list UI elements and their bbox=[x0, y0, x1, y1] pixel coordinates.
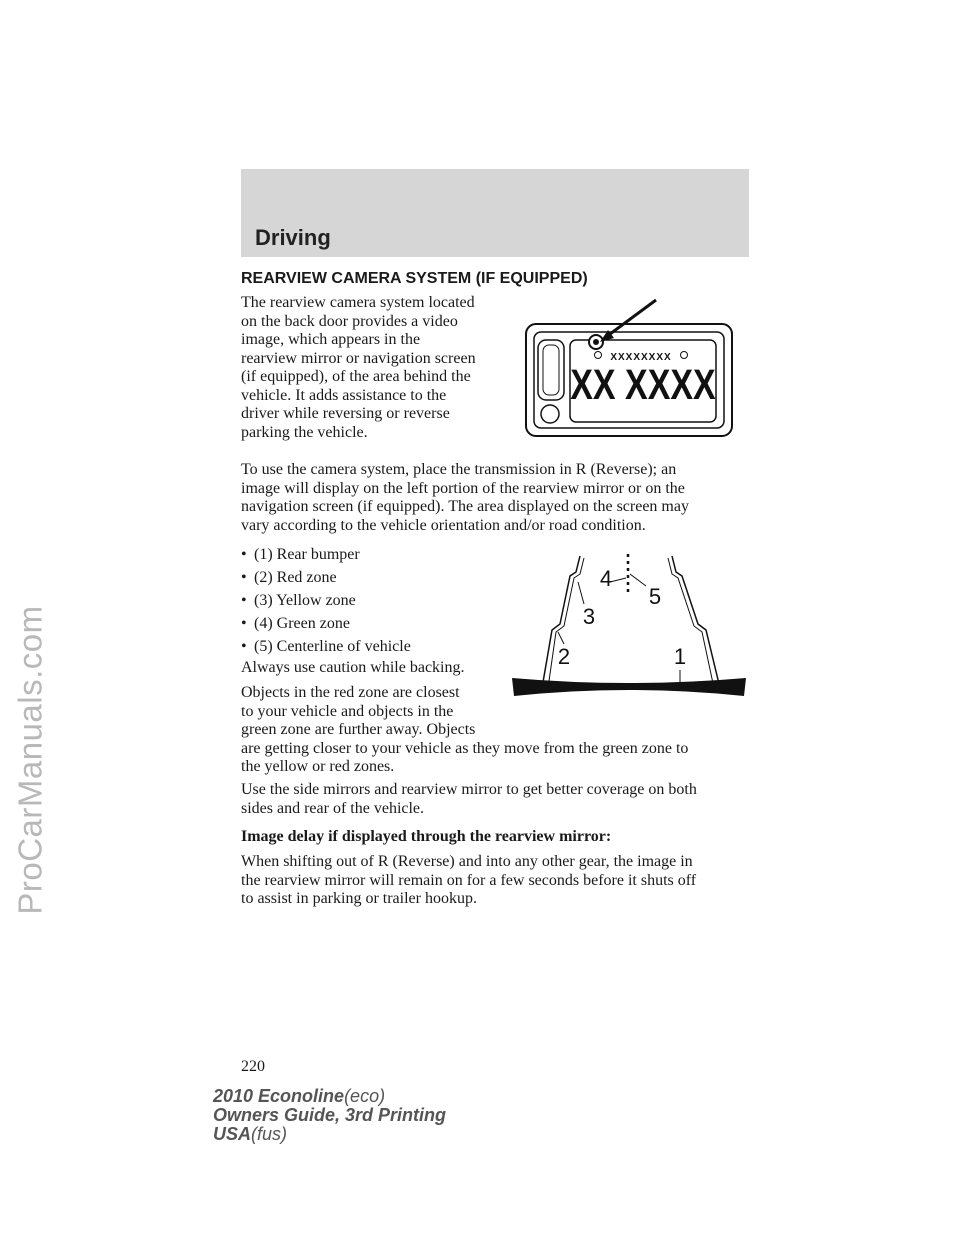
page-heading: REARVIEW CAMERA SYSTEM (IF EQUIPPED) bbox=[241, 270, 588, 287]
zone-label-3: 3 bbox=[582, 604, 596, 629]
delay-paragraph bbox=[241, 853, 696, 909]
objects-line: to your vehicle and objects in the bbox=[241, 702, 454, 720]
footer-region: USA bbox=[213, 1124, 252, 1144]
camera-location-figure bbox=[520, 298, 740, 440]
intro-line: vehicle. It adds assistance to the bbox=[241, 386, 447, 404]
plate-number: XX XXXX bbox=[570, 361, 716, 410]
intro-line: (if equipped), of the area behind the bbox=[241, 368, 471, 385]
usage-line: To use the camera system, place the transmission in R (Reverse); an bbox=[241, 461, 677, 478]
intro-line: driver while reversing or reverse bbox=[241, 405, 450, 422]
zone-label-2: 2 bbox=[557, 644, 571, 669]
objects-line: Objects in the red zone are closest bbox=[241, 684, 460, 701]
zone-list bbox=[241, 546, 411, 661]
zone-item: • (4) Green zone bbox=[241, 615, 411, 633]
delay-line: to assist in parking or trailer hookup. bbox=[241, 890, 477, 907]
zone-item: • (1) Rear bumper bbox=[241, 546, 411, 564]
usage-line: vary according to the vehicle orientation and/or road condition. bbox=[241, 516, 646, 534]
mirrors-paragraph bbox=[241, 781, 697, 818]
intro-paragraph bbox=[241, 294, 476, 442]
footer bbox=[213, 1087, 446, 1144]
section-header bbox=[241, 169, 749, 257]
camera-zones-figure bbox=[508, 548, 750, 700]
intro-line: rearview mirror or navigation screen bbox=[241, 349, 476, 367]
objects-paragraph bbox=[241, 684, 688, 777]
objects-line: are getting closer to your vehicle as they move from the green zone to bbox=[241, 739, 689, 757]
objects-line: the yellow or red zones. bbox=[241, 758, 395, 775]
page-number: 220 bbox=[241, 1058, 265, 1075]
usage-line: navigation screen (if equipped). The area displayed on the screen may bbox=[241, 498, 689, 515]
objects-line: green zone are further away. Objects bbox=[241, 721, 476, 738]
leader-line bbox=[558, 632, 564, 644]
footer-region-code: (fus) bbox=[251, 1124, 288, 1144]
intro-line: parking the vehicle. bbox=[241, 423, 368, 441]
section-title: Driving bbox=[255, 225, 331, 250]
camera-lens-center bbox=[593, 339, 599, 345]
watermark bbox=[2, 380, 60, 1140]
zone-label-1: 1 bbox=[673, 644, 687, 669]
intro-line: image, which appears in the bbox=[241, 331, 421, 348]
mirrors-line: Use the side mirrors and rearview mirror to get better coverage on both bbox=[241, 781, 697, 798]
zone-item: • (5) Centerline of vehicle bbox=[241, 638, 411, 656]
mirrors-line: sides and rear of the vehicle. bbox=[241, 799, 425, 817]
caution-text: Always use caution while backing. bbox=[241, 659, 465, 676]
plate-top-text: XXXXXXXX bbox=[610, 352, 672, 363]
leader-line bbox=[630, 574, 646, 586]
intro-line: The rearview camera system located bbox=[241, 294, 475, 311]
zone-item: • (2) Red zone bbox=[241, 569, 411, 587]
leader-line bbox=[578, 582, 584, 604]
delay-heading: Image delay if displayed through the rearview mirror: bbox=[241, 828, 612, 845]
usage-line: image will display on the left portion of the rearview mirror or on the bbox=[241, 479, 685, 497]
footer-model: 2010 Econoline bbox=[213, 1086, 345, 1106]
delay-line: When shifting out of R (Reverse) and into any other gear, the image in bbox=[241, 853, 693, 870]
zone-label-4: 4 bbox=[599, 566, 613, 591]
usage-paragraph bbox=[241, 461, 689, 535]
zone-label-5: 5 bbox=[648, 584, 662, 609]
leader-line bbox=[610, 578, 626, 582]
watermark-text: ProCarManuals.com bbox=[12, 605, 49, 915]
intro-line: on the back door provides a video bbox=[241, 312, 458, 330]
footer-model-code: (eco) bbox=[344, 1086, 386, 1106]
footer-guide: Owners Guide, 3rd Printing bbox=[213, 1105, 447, 1125]
delay-line: the rearview mirror will remain on for a few seconds before it shuts off bbox=[241, 871, 697, 889]
zone-item: • (3) Yellow zone bbox=[241, 592, 411, 610]
